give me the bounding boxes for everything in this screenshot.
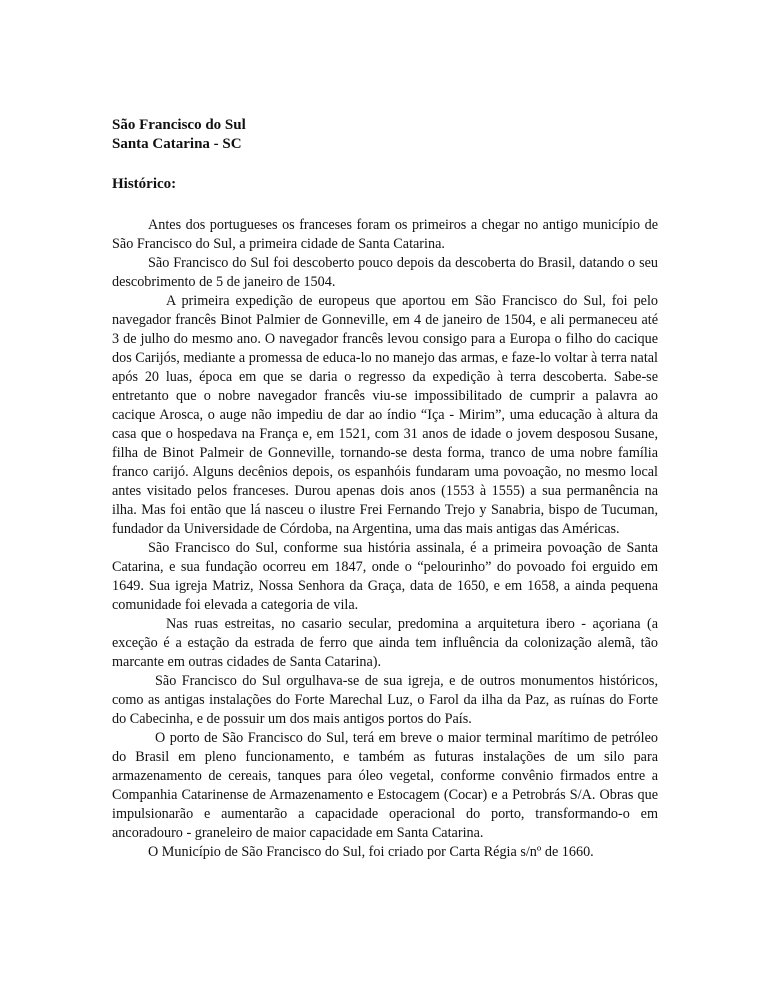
- section-title-historico: Histórico:: [112, 176, 177, 192]
- paragraph: Nas ruas estreitas, no casario secular, predomina a arquitetura ibero - açoriana (a exceção é a estação da estrada de ferro que ainda tem influência da colonização alemã, tão marcante em outras cidades de Santa Catarina).: [112, 616, 658, 670]
- document-title-city: São Francisco do Sul: [112, 117, 246, 133]
- paragraph: O Município de São Francisco do Sul, foi criado por Carta Régia s/nº de 1660.: [148, 844, 594, 860]
- document-title-state: Santa Catarina - SC: [112, 136, 242, 152]
- document-body: [112, 216, 658, 862]
- paragraph: São Francisco do Sul orgulhava-se de sua igreja, e de outros monumentos históricos, como as antigas instalações do Forte Marechal Luz, o Farol da ilha da Paz, as ruínas do Forte do Cabecinha, e de possuir um dos mais antigos portos do País.: [112, 673, 658, 727]
- paragraph: A primeira expedição de europeus que aportou em São Francisco do Sul, foi pelo navegador francês Binot Palmier de Gonneville, em 4 de janeiro de 1504, e ali permaneceu até 3 de julho do mesmo ano. O navegador francês levou consigo para a Europa o filho do cacique dos Carijós, mediante a promessa de educa-lo no manejo das armas, e faze-lo voltar à terra natal após 20 luas, época em que se daria o regresso da expedição à terra descoberta. Sabe-se entretanto que o nobre navegador francês viu-se impossibilitado de cumprir a palavra ao cacique Arosca, o auge não impediu de dar ao índio “Içа - Mirim”, uma educação à altura da casa que o hospedava na França e, em 1521, com 31 anos de idade o jovem desposou Susane, filha de Binot Palmeir de Gonneville, tornando-se desta forma, tranco de uma nobre família franco carijó. Alguns decênios depois, os espanhóis fundaram uma povoação, no mesmo local antes visitado pelos franceses. Durou apenas dois anos (1553 à 1555) a sua permanência na ilha. Mas foi então que lá nasceu o ilustre Frei Fernando Trejo y Sanabria, bispo de Tucuman, fundador da Universidade de Córdoba, na Argentina, uma das mais antigas das Américas.: [112, 293, 658, 537]
- document-page: [112, 116, 658, 862]
- paragraph: São Francisco do Sul foi descoberto pouco depois da descoberta do Brasil, datando o seu descobrimento de 5 de janeiro de 1504.: [112, 255, 658, 290]
- paragraph: São Francisco do Sul, conforme sua história assinala, é a primeira povoação de Santa Catarina, e sua fundação ocorreu em 1847, onde o “pelourinho” do povoado foi erguido em 1649. Sua igreja Matriz, Nossa Senhora da Graça, data de 1650, e em 1658, a ainda pequena comunidade foi elevada a categoria de vila.: [112, 540, 658, 613]
- paragraph: O porto de São Francisco do Sul, terá em breve o maior terminal marítimo de petróleo do Brasil em pleno funcionamento, e também as futuras instalações de um silo para armazenamento de cereais, tanques para óleo vegetal, conforme convênio firmados entre a Companhia Catarinense de Armazenamento e Estocagem (Cocar) e a Petrobrás S/A. Obras que impulsionarão e aumentarão a capacidade operacional do porto, transformando-o em ancoradouro - graneleiro de maior capacidade em Santa Catarina.: [112, 730, 658, 841]
- paragraph: Antes dos portugueses os franceses foram os primeiros a chegar no antigo município de São Francisco do Sul, a primeira cidade de Santa Catarina.: [112, 217, 658, 252]
